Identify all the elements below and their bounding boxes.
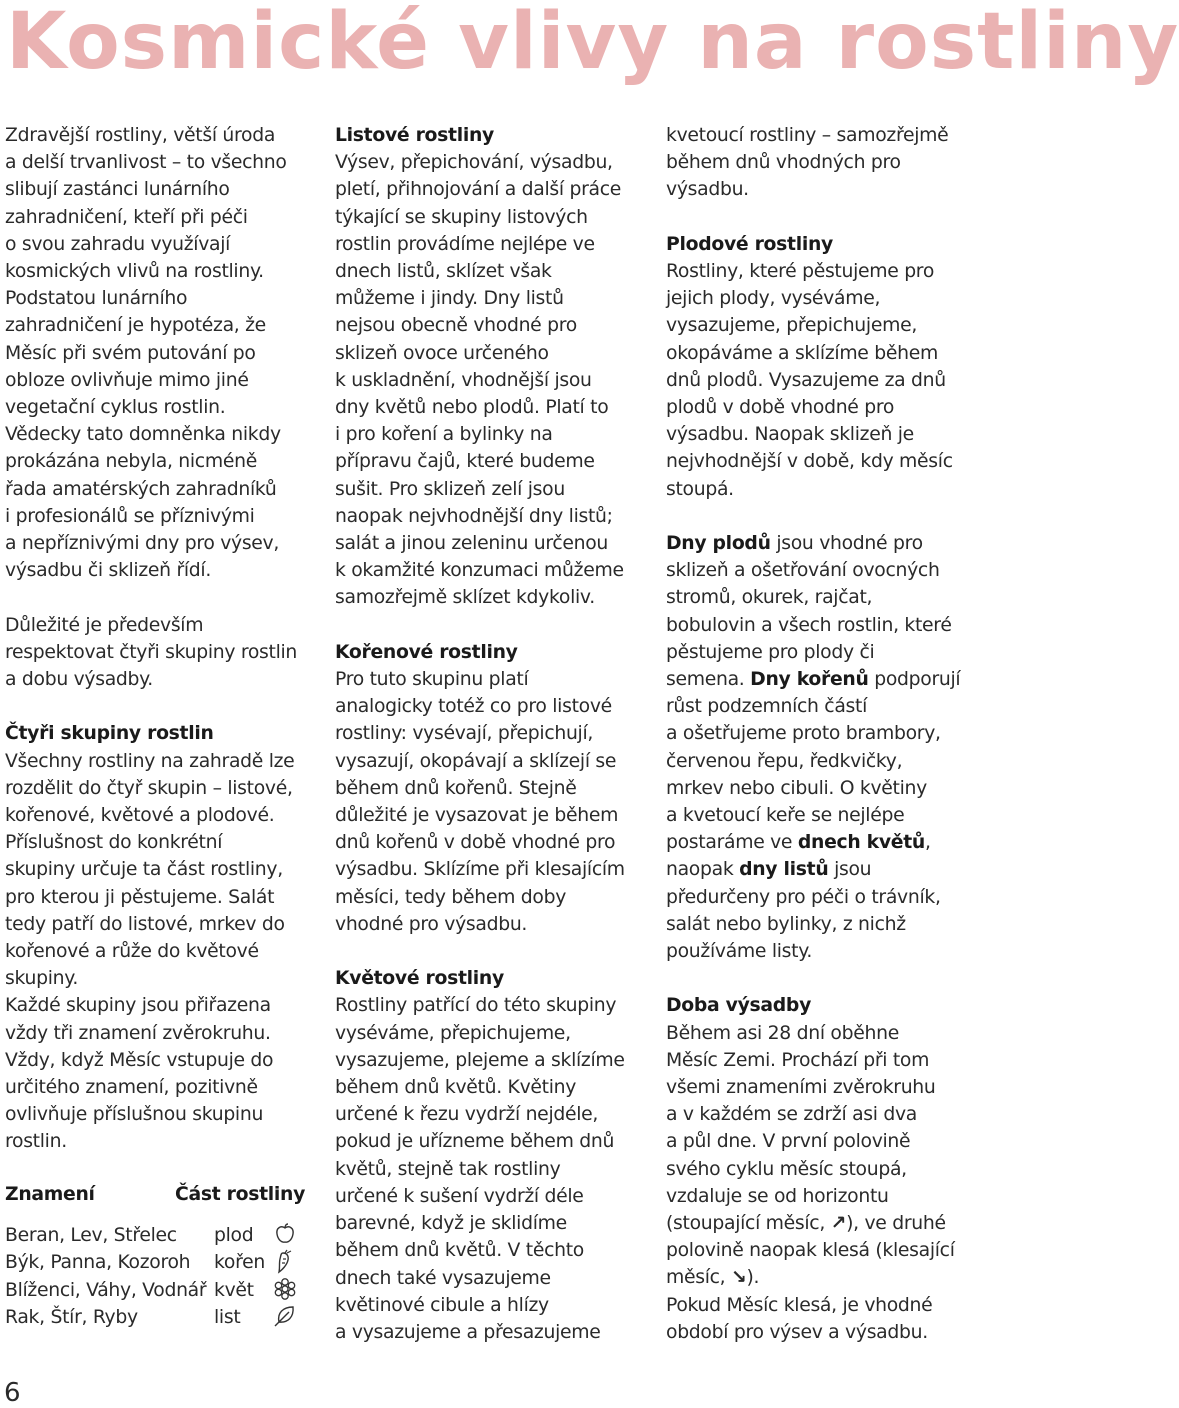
table-row (5, 1222, 310, 1249)
text-line: pěstujeme pro plody či (666, 641, 875, 663)
section-heading-fruit: Plodové rostliny (666, 233, 833, 255)
section-heading-flower: Květové rostliny (335, 968, 504, 990)
text-line: Zdravější rostliny, větší úroda (5, 125, 276, 146)
text-line: rostlin. (5, 1131, 67, 1153)
text-line: a vysazujeme a přesazujeme (335, 1321, 601, 1343)
text-line: nejvhodnější v době, kdy měsíc (666, 451, 953, 473)
text-line: nejsou obecně vhodné pro (335, 315, 577, 337)
text-line: a nepříznivými dny pro výsev, (5, 533, 280, 555)
text-line: období pro výsev a výsadbu. (666, 1321, 928, 1343)
row-part: kořen (214, 1252, 265, 1274)
text-line: červenou řepu, ředkvičky, (666, 750, 903, 772)
arrow-up-right-icon: ↗ (830, 1213, 847, 1235)
groups-paragraph (5, 748, 317, 1156)
text-line: respektovat čtyři skupiny rostlin (5, 641, 298, 663)
text-line: sklizeň ovoce určeného (335, 342, 549, 364)
text-line: Podstatou lunárního (5, 288, 188, 310)
text-fragment: ), ve druhé (846, 1213, 946, 1235)
text-line (666, 666, 966, 693)
text-line: vysazujeme, přepichujeme, (666, 315, 917, 337)
text-line: rostlin provádíme nejlépe ve (335, 233, 595, 255)
text-line: vždy tři znamení zvěrokruhu. (5, 1022, 271, 1044)
row-part: květ (214, 1279, 254, 1301)
text-fragment: podporují (868, 669, 961, 691)
column-right (666, 122, 966, 1346)
text-line: všemi znameními zvěrokruhu (666, 1077, 936, 1099)
text-line: vysazujeme, plejeme a sklízíme (335, 1049, 625, 1071)
text-line: výsadbu. Naopak sklizeň je (666, 424, 914, 446)
text-line: skupiny. (5, 968, 79, 990)
section-heading-groups: Čtyři skupiny rostlin (5, 723, 214, 745)
text-line: zahradničení je hypotéza, že (5, 315, 266, 337)
text-line: zahradničení, kteří při péči (5, 206, 248, 228)
text-line (666, 1264, 966, 1291)
text-line: bobulovin a všech rostlin, které (666, 614, 952, 636)
text-line: měsíci, tedy během doby (335, 886, 567, 908)
text-line: dnech listů, sklízet však (335, 261, 552, 283)
row-signs: Blíženci, Váhy, Vodnář (5, 1279, 207, 1301)
text-line: určené k řezu vydrží nejdéle, (335, 1104, 599, 1126)
table-row (5, 1249, 310, 1276)
important-paragraph (5, 612, 317, 694)
text-line: určené k sušení vydrží déle (335, 1185, 584, 1207)
text-line: a delší trvanlivost – to všechno (5, 152, 287, 174)
root-icon (273, 1249, 299, 1275)
text-line: během dnů květů. V těchto (335, 1240, 584, 1262)
page-number: 6 (4, 1378, 21, 1408)
text-line: analogicky totéž co pro listové (335, 696, 612, 718)
text-line: Rostliny, které pěstujeme pro (666, 261, 935, 282)
text-line: vegetační cyklus rostlin. (5, 397, 226, 419)
fruit-days-term: Dny plodů (666, 533, 771, 555)
text-fragment: měsíc, (666, 1267, 732, 1289)
text-line: kvetoucí rostliny – samozřejmě (666, 125, 949, 146)
text-line: naopak nejvhodnější dny listů; (335, 505, 613, 527)
text-line: týkající se skupiny listových (335, 206, 588, 228)
text-line: samozřejmě sklízet kdykoliv. (335, 587, 595, 609)
row-part: list (214, 1306, 241, 1328)
text-line: jejich plody, vyséváme, (666, 288, 881, 310)
leaf-paragraph (335, 149, 647, 611)
leaf-icon (273, 1304, 299, 1330)
text-line: salát a jinou zeleninu určenou (335, 533, 609, 555)
text-line: prokázána nebyla, nicméně (5, 451, 257, 473)
text-fragment: semena. (666, 669, 751, 691)
text-line: Každé skupiny jsou přiřazena (5, 995, 271, 1017)
text-fragment: postaráme ve (666, 832, 798, 854)
text-line: kořenové a růže do květové (5, 941, 259, 963)
text-line: pro kterou ji pěstujeme. Salát (5, 886, 275, 908)
fruit-icon (273, 1222, 299, 1248)
text-line: dnů plodů. Vysazujeme za dnů (666, 369, 946, 391)
section-heading-planting: Doba výsadby (666, 995, 812, 1017)
row-signs: Beran, Lev, Střelec (5, 1225, 177, 1246)
text-line: k uskladnění, vhodnější jsou (335, 369, 592, 391)
text-fragment: (stoupající měsíc, (666, 1213, 831, 1235)
text-line: stromů, okurek, rajčat, (666, 587, 873, 609)
column-middle (335, 122, 647, 1346)
text-line: svého cyklu měsíc stoupá, (666, 1158, 907, 1180)
text-line (666, 1210, 966, 1237)
text-line: sušit. Pro sklizeň zelí jsou (335, 478, 565, 500)
text-line: během dnů kořenů. Stejně (335, 777, 577, 799)
text-line: a ošetřujeme proto brambory, (666, 723, 941, 745)
text-line: předurčeny pro péči o trávník, (666, 886, 941, 908)
text-line: můžeme i jindy. Dny listů (335, 288, 564, 310)
text-line: rozdělit do čtyř skupin – listové, (5, 777, 293, 799)
text-line: a kvetoucí keře se nejlépe (666, 805, 905, 827)
section-heading-root: Kořenové rostliny (335, 641, 518, 663)
text-line (666, 530, 966, 557)
text-line: výsadbu či sklizeň řídí. (5, 560, 211, 582)
text-line: vyséváme, přepichujeme, (335, 1022, 571, 1044)
arrow-down-right-icon: ↘ (731, 1267, 747, 1289)
flower-paragraph (335, 992, 647, 1346)
text-line: Všechny rostliny na zahradě lze (5, 750, 295, 772)
text-line: pletí, přihnojování a další práce (335, 179, 622, 201)
text-line: Pro tuto skupinu platí (335, 669, 529, 691)
days-paragraph (666, 530, 966, 965)
text-line: během dnů květů. Květiny (335, 1077, 577, 1099)
text-line: slibují zastánci lunárního (5, 179, 230, 201)
row-signs: Rak, Štír, Ryby (5, 1306, 138, 1328)
text-line: obloze ovlivňuje mimo jiné (5, 369, 249, 391)
text-line: plodů v době vhodné pro (666, 397, 895, 419)
text-line: o svou zahradu využívají (5, 233, 231, 255)
text-line: řada amatérských zahradníků (5, 478, 277, 500)
text-line: i profesionálů se příznivými (5, 505, 255, 527)
text-line: stoupá. (666, 478, 734, 500)
text-line: okopáváme a sklízíme během (666, 342, 938, 364)
text-line: během dnů vhodných pro (666, 152, 901, 174)
text-line: dnech také vysazujeme (335, 1267, 551, 1289)
text-line: důležité je vysazovat je během (335, 805, 619, 827)
text-line: tedy patří do listové, mrkev do (5, 913, 285, 935)
fruit-paragraph (666, 258, 966, 503)
text-line: barevné, když je sklidíme (335, 1213, 567, 1235)
text-line: Důležité je především (5, 614, 204, 636)
section-heading-leaf: Listové rostliny (335, 125, 494, 146)
text-line (666, 856, 966, 883)
text-line: polovině naopak klesá (klesající (666, 1240, 955, 1262)
text-line: používáme listy. (666, 941, 813, 963)
text-line: určitého znamení, pozitivně (5, 1077, 258, 1099)
flower-continued-paragraph (666, 122, 966, 204)
text-line: rostliny: vysévají, přepichují, (335, 723, 594, 745)
text-line (666, 829, 966, 856)
flower-icon (273, 1277, 299, 1303)
text-line: výsadbu. Sklízíme při klesajícím (335, 859, 625, 881)
text-line: Během asi 28 dní oběhne (666, 1022, 899, 1044)
text-line: kořenové, květové a plodové. (5, 805, 275, 827)
text-line: výsadbu. (666, 179, 749, 201)
row-signs: Býk, Panna, Kozoroh (5, 1252, 191, 1274)
page-title: Kosmické vlivy na rostliny (6, 0, 1179, 87)
text-line: k okamžité konzumaci můžeme (335, 560, 624, 582)
row-part: plod (214, 1225, 254, 1246)
text-line: salát nebo bylinky, z nichž (666, 913, 906, 935)
text-line: růst podzemních částí (666, 696, 868, 718)
header-sign: Znamení (5, 1184, 95, 1205)
text-line: Měsíc Zemi. Prochází při tom (666, 1049, 930, 1071)
intro-paragraph (5, 122, 317, 584)
table-row (5, 1277, 310, 1304)
text-line: a dobu výsadby. (5, 669, 153, 691)
text-line: vzdaluje se od horizontu (666, 1185, 889, 1207)
text-fragment: naopak (666, 859, 740, 881)
text-line: vhodné pro výsadbu. (335, 913, 528, 935)
text-line: Rostliny patřící do této skupiny (335, 995, 617, 1017)
root-paragraph (335, 666, 647, 938)
text-line: Příslušnost do konkrétní (5, 832, 223, 854)
planting-paragraph (666, 1020, 966, 1346)
text-line: dnů kořenů v době vhodné pro (335, 832, 616, 854)
text-line: a půl dne. V první polovině (666, 1131, 911, 1153)
text-line: i pro koření a bylinky na (335, 424, 553, 446)
text-fragment: ). (746, 1267, 760, 1289)
text-line: skupiny určuje ta část rostliny, (5, 859, 283, 881)
text-line: kosmických vlivů na rostliny. (5, 261, 264, 283)
text-fragment: jsou vhodné pro (770, 533, 923, 555)
leaf-days-term: dny listů (739, 859, 829, 881)
text-line: Vědecky tato domněnka nikdy (5, 424, 281, 446)
text-fragment: , (925, 832, 931, 854)
flower-days-term: dnech květů (797, 832, 925, 854)
column-left (5, 122, 317, 1156)
text-line: a v každém se zdrží asi dva (666, 1104, 918, 1126)
text-line: přípravu čajů, které budeme (335, 451, 595, 473)
text-line: Vždy, když Měsíc vstupuje do (5, 1049, 274, 1071)
table-header (5, 1184, 310, 1214)
text-line: sklizeň a ošetřování ovocných (666, 560, 940, 582)
text-line: mrkev nebo cibuli. O květiny (666, 777, 927, 799)
table-row (5, 1304, 310, 1331)
text-line: dny květů nebo plodů. Platí to (335, 397, 609, 419)
text-line: květinové cibule a hlízy (335, 1294, 549, 1316)
text-line: Výsev, přepichování, výsadbu, (335, 152, 613, 174)
text-line: pokud je uřízneme během dnů (335, 1131, 615, 1153)
root-days-term: Dny kořenů (750, 669, 869, 691)
text-line: Pokud Měsíc klesá, je vhodné (666, 1294, 933, 1316)
text-fragment: jsou (828, 859, 872, 881)
text-line: vysazují, okopávají a sklízejí se (335, 750, 617, 772)
text-line: Měsíc při svém putování po (5, 342, 256, 364)
header-plant-part: Část rostliny (175, 1184, 306, 1205)
text-line: ovlivňuje příslušnou skupinu (5, 1104, 264, 1126)
text-line: květů, stejně tak rostliny (335, 1158, 561, 1180)
zodiac-table (5, 1184, 310, 1331)
